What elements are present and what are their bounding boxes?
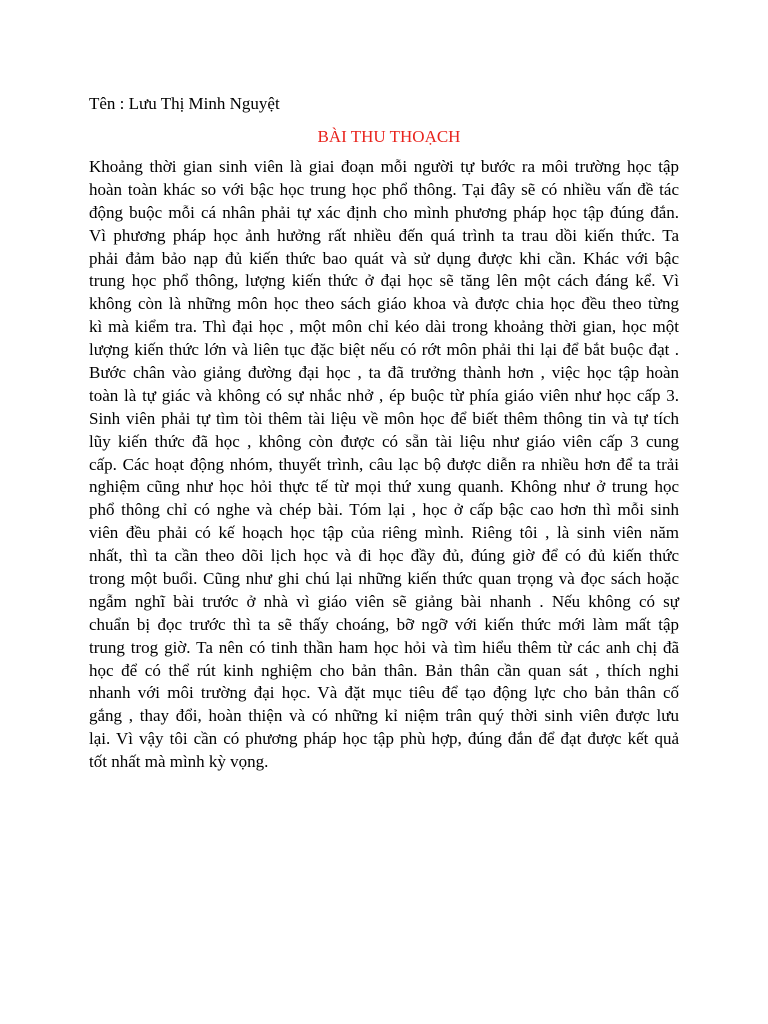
body-line: phải đảm bảo nạp đủ kiến thức bao quát và sử dụng được khi cần. Khác với bậc <box>89 248 679 268</box>
body-line: viên đều phải có kế hoạch học tập của riêng mình. Riêng tôi , là sinh viên năm <box>89 523 679 543</box>
body-line: Sinh viên phải tự tìm tòi thêm tài liệu về môn học để biết thêm thông tin và tự tích <box>89 408 679 428</box>
body-line: ngẫm nghĩ bài trước ở nhà vì giáo viên sẽ giảng bài nhanh . Nếu không có sự <box>89 591 679 611</box>
body-line: cấp. Các hoạt động nhóm, thuyết trình, câu lạc bộ được diễn ra nhiều hơn để ta trải <box>89 454 679 474</box>
document-title: BÀI THU THOẠCH <box>317 127 461 146</box>
body-line: hoàn toàn khác so với bậc học trung học phổ thông. Tại đây sẽ có nhiều vấn đề tác <box>89 179 679 199</box>
body-line: trong một buổi. Cũng như ghi chú lại những kiến thức quan trọng và đọc sách hoặc <box>89 569 679 589</box>
body-line: gắng , thay đổi, hoàn thiện và có những kỉ niệm trân quý thời sinh viên được lưu <box>89 706 679 726</box>
body-line: lũy kiến thức đã học , không còn được có sẵn tài liệu như giáo viên cấp 3 cung <box>89 431 679 451</box>
body-paragraph <box>89 156 679 774</box>
body-line: nhanh với môi trường đại học. Và đặt mục tiêu để tạo động lực cho bản thân cố <box>89 683 679 703</box>
body-line: chuẩn bị đọc trước thì ta sẽ thấy choáng, bỡ ngỡ với kiến thức mới làm mất tập <box>89 614 679 634</box>
body-line: trung trog giờ. Ta nên có tinh thần ham học hỏi và tìm hiểu thêm từ các anh chị đã <box>89 637 679 657</box>
body-line: lại. Vì vậy tôi cần có phương pháp học tập phù hợp, đúng đắn để đạt được kết quả <box>89 729 679 749</box>
body-line: nhất, thì ta cần theo dõi lịch học và đi học đầy đủ, đúng giờ để có đủ kiến thức <box>89 546 679 566</box>
body-line: kì mà kiểm tra. Thì đại học , một môn chỉ kéo dài trong khoảng thời gian, học một <box>89 317 679 337</box>
body-line: không còn là những môn học theo sách giáo khoa và được chia học đều theo từng <box>89 294 679 314</box>
body-line: tốt nhất mà mình kỳ vọng. <box>89 752 269 772</box>
body-line: Khoảng thời gian sinh viên là giai đoạn mỗi người tự bước ra môi trường học tập <box>89 157 679 176</box>
body-line: học để có thể rút kinh nghiệm cho bản thân. Bản thân cần quan sát , thích nghi <box>89 660 679 680</box>
body-line: trung học phổ thông, lượng kiến thức ở đại học sẽ tăng lên một cách đáng kể. Vì <box>89 271 679 291</box>
body-line: Vì phương pháp học ảnh hưởng rất nhiều đến quá trình ta trau dồi kiến thức. Ta <box>89 225 679 245</box>
body-line: Bước chân vào giảng đường đại học , ta đã trưởng thành hơn , việc học tập hoàn <box>89 363 679 383</box>
body-line: nghiệm cũng như học hỏi thực tế từ mọi thứ xung quanh. Không như ở trung học <box>89 477 679 497</box>
body-line: động buộc mỗi cá nhân phải tự xác định cho mình phương pháp học tập đúng đắn. <box>89 202 679 222</box>
body-line: toàn là tự giác và không có sự nhắc nhở , ép buộc từ phía giáo viên như học cấp 3. <box>89 385 679 405</box>
author-line: Tên : Lưu Thị Minh Nguyệt <box>89 94 280 113</box>
body-line: phổ thông chỉ có nghe và chép bài. Tóm lại , học ở cấp bậc cao hơn thì mỗi sinh <box>89 500 679 520</box>
body-line: lượng kiến thức lớn và liên tục đặc biệt nếu có rớt môn phải thi lại để bắt buộc đạt . <box>89 340 679 360</box>
